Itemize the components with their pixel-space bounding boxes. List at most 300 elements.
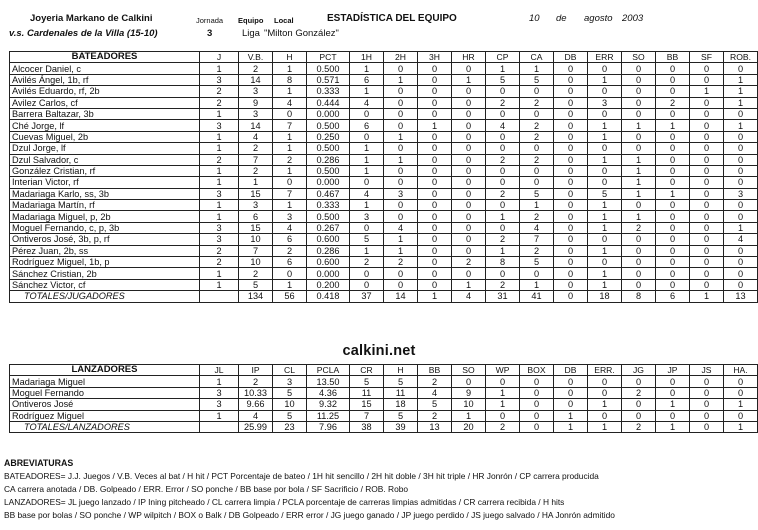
opponent: v.s. Cardenales de la Villa (15-10) [9,28,158,39]
total-cell: 41 [520,291,554,302]
stat-cell: 0 [554,188,588,199]
stat-cell: 0 [690,165,724,176]
stat-cell: 1 [588,154,622,165]
stat-cell: 1 [724,399,758,410]
stat-cell: 0.286 [307,245,350,256]
stat-cell: 0.000 [307,108,350,119]
stat-cell: 0 [622,131,656,142]
stat-cell: 0 [418,234,452,245]
stat-cell: 0 [384,177,418,188]
column-header: ERR. [588,365,622,376]
stat-cell: 2 [520,245,554,256]
stat-cell: 0 [690,120,724,131]
stat-cell: 15 [239,222,273,233]
table-row [10,154,758,165]
stat-cell: 0 [724,154,758,165]
column-header: JS [690,365,724,376]
stat-cell: 0 [724,143,758,154]
stat-cell: 0 [690,387,724,398]
stat-cell: 15 [239,188,273,199]
stat-cell: 3 [273,211,307,222]
stat-cell: 0 [588,143,622,154]
stat-cell: 4 [724,234,758,245]
stat-cell: 5 [486,74,520,85]
column-header: BB [656,52,690,63]
stat-cell: 0 [690,63,724,74]
stat-cell: 0 [622,257,656,268]
stat-cell: 0 [452,177,486,188]
stat-cell: 0.500 [307,165,350,176]
stat-cell: 18 [384,399,418,410]
stat-cell: 0 [418,63,452,74]
stat-cell: 0 [622,63,656,74]
stat-cell: 9 [452,387,486,398]
stat-cell: 1 [350,143,384,154]
stat-cell: 0 [690,131,724,142]
total-cell: 1 [656,421,690,432]
stat-cell: 0.200 [307,279,350,290]
table-row [10,200,758,211]
stat-cell: 0 [622,245,656,256]
stat-cell: 0 [554,387,588,398]
stat-cell: 0 [656,108,690,119]
player-name: Sánchez Cristian, 2b [10,268,200,279]
stat-cell: 0 [588,234,622,245]
stat-cell: 0.500 [307,120,350,131]
stat-cell: 3 [384,188,418,199]
stat-cell: 0 [384,143,418,154]
stat-cell: 1 [486,63,520,74]
stat-cell: 1 [200,410,239,421]
totals-label: TOTALES/LANZADORES [10,421,200,432]
stat-cell: 5 [239,279,273,290]
total-cell: 8 [622,291,656,302]
stat-cell: 3 [239,200,273,211]
stat-cell: 1 [452,74,486,85]
stat-cell: 11 [350,387,384,398]
total-cell: 134 [239,291,273,302]
total-cell: 14 [384,291,418,302]
stat-cell: 1 [200,279,239,290]
stat-cell: 9.32 [307,399,350,410]
stat-cell: 9.66 [239,399,273,410]
stat-cell: 0 [690,222,724,233]
date-month: agosto [584,13,613,24]
stat-cell: 0 [724,165,758,176]
stat-cell: 0 [690,74,724,85]
column-header: BOX [520,365,554,376]
stat-cell: 2 [384,257,418,268]
stat-cell: 1 [622,188,656,199]
stat-cell: 0.333 [307,86,350,97]
stat-cell: 0 [452,245,486,256]
stat-cell: 0 [554,120,588,131]
date-year: 2003 [622,13,644,24]
stat-cell: 4 [384,222,418,233]
stat-cell: 1 [273,63,307,74]
column-header: 3H [418,52,452,63]
abbreviation-line: BB base por bolas / SO ponche / WP wilpitch / BOX o Balk / DB Golpeado / ERR error / JG juego ganado / JP juego perdido / JS juego salvado / HA Jonrón admitido [4,510,615,520]
stat-cell: 0 [588,376,622,387]
stat-cell: 2 [200,97,239,108]
stat-cell: 0 [520,165,554,176]
total-cell: 25.99 [239,421,273,432]
stat-cell: 4 [418,387,452,398]
stat-cell: 1 [724,74,758,85]
stat-cell: 2 [350,257,384,268]
abbreviation-line: LANZADORES= JL juego lanzado / IP Ining pitcheado / CL carrera limpia / PCLA porcentaje de carreras limpias admitidas / CR carrera recibida / H hits [4,497,565,507]
stat-cell: 1 [200,108,239,119]
stat-cell: 0 [452,86,486,97]
stat-cell: 0 [622,74,656,85]
stat-cell: 2 [520,120,554,131]
stat-cell: 0.000 [307,268,350,279]
stat-cell: 0 [418,165,452,176]
stat-cell: 1 [486,211,520,222]
stat-cell: 0 [418,108,452,119]
stat-cell: 2 [239,143,273,154]
stat-cell: 2 [486,234,520,245]
stat-cell: 3 [239,108,273,119]
player-name: Ontiveros José [10,399,200,410]
stat-cell: 1 [588,245,622,256]
column-header: 1H [350,52,384,63]
stat-cell: 2 [520,131,554,142]
stat-cell: 6 [273,257,307,268]
stat-cell: 1 [418,120,452,131]
stat-cell: 3 [239,86,273,97]
stat-cell: 2 [200,86,239,97]
stat-cell: 0 [452,200,486,211]
stat-cell: 7 [350,410,384,421]
totals-row [10,291,758,302]
stat-cell: 0 [656,234,690,245]
stat-cell: 2 [622,387,656,398]
stat-cell: 0 [452,131,486,142]
table-row [10,143,758,154]
stat-cell: 0 [520,268,554,279]
stat-cell: 1 [273,131,307,142]
total-cell: 1 [690,291,724,302]
stat-cell: 0 [418,188,452,199]
stat-cell: 0 [690,410,724,421]
stat-cell: 0 [724,211,758,222]
column-header: J [200,52,239,63]
liga-label: Liga [242,28,260,39]
stat-cell: 0 [724,268,758,279]
stat-cell: 0 [656,74,690,85]
stat-cell: 1 [520,200,554,211]
stat-cell: 0 [486,222,520,233]
total-cell: 2 [622,421,656,432]
stat-cell: 9 [239,97,273,108]
stat-cell: 1 [554,410,588,421]
stat-cell: 0 [452,120,486,131]
stat-cell: 0 [588,165,622,176]
stat-cell: 1 [273,143,307,154]
stat-cell: 1 [656,188,690,199]
stat-cell: 11 [384,387,418,398]
stat-cell: 1 [486,387,520,398]
stat-cell: 1 [273,200,307,211]
total-cell: 20 [452,421,486,432]
date-de: de [556,13,567,24]
stat-cell: 0 [486,268,520,279]
stat-cell: 2 [656,97,690,108]
stat-cell: 1 [520,279,554,290]
stat-cell: 0 [656,165,690,176]
total-cell: 0 [554,291,588,302]
stat-cell: 2 [418,410,452,421]
table-row [10,165,758,176]
total-cell: 18 [588,291,622,302]
stat-cell: 0 [452,222,486,233]
stat-cell: 0 [486,108,520,119]
stat-cell: 0 [656,200,690,211]
column-header: DB [554,365,588,376]
column-header: HR [452,52,486,63]
total-cell: 37 [350,291,384,302]
stat-cell: 1 [656,120,690,131]
stat-cell: 1 [350,165,384,176]
stat-cell: 0 [656,211,690,222]
stat-cell: 0 [384,86,418,97]
stat-cell: 0 [273,268,307,279]
stat-cell: 0 [690,177,724,188]
stat-cell: 0 [588,177,622,188]
stat-cell: 3 [200,234,239,245]
total-cell: 56 [273,291,307,302]
table-row [10,245,758,256]
total-cell: 2 [486,421,520,432]
stat-cell: 2 [622,222,656,233]
stat-cell: 0 [452,211,486,222]
stat-cell: 0.500 [307,63,350,74]
table-row [10,188,758,199]
table-row [10,108,758,119]
stat-cell: 0 [622,268,656,279]
stat-cell: 0 [554,131,588,142]
stat-cell: 0 [656,63,690,74]
stat-cell: 1 [200,63,239,74]
total-cell: 39 [384,421,418,432]
stat-cell: 3 [273,376,307,387]
stat-cell: 1 [384,131,418,142]
stat-cell: 0 [656,143,690,154]
stat-cell: 0 [520,376,554,387]
stat-cell: 1 [350,63,384,74]
stat-cell: 0 [554,108,588,119]
stat-cell: 0 [690,154,724,165]
stat-cell: 0 [690,257,724,268]
column-header: V.B. [239,52,273,63]
stat-cell: 0 [520,387,554,398]
stat-cell: 0 [588,257,622,268]
column-header: PCLA [307,365,350,376]
stat-cell: 0.333 [307,200,350,211]
stat-cell: 2 [200,245,239,256]
stat-cell: 0 [418,268,452,279]
stat-cell: 2 [239,268,273,279]
column-header: PCT [307,52,350,63]
stat-cell: 4 [239,410,273,421]
column-header: H [384,365,418,376]
stat-cell: 0 [656,131,690,142]
stat-cell: 0 [554,211,588,222]
stat-cell: 0 [520,108,554,119]
column-header: CL [273,365,307,376]
stat-cell: 3 [200,399,239,410]
player-name: Avilez Carlos, cf [10,97,200,108]
stat-cell: 5 [520,188,554,199]
stat-cell: 1 [239,177,273,188]
player-name: Madariaga Miguel [10,376,200,387]
table-row [10,234,758,245]
player-name: Rodríguez Miguel [10,410,200,421]
total-cell: 6 [656,291,690,302]
stat-cell: 3 [724,188,758,199]
stat-cell: 2 [273,154,307,165]
stat-cell: 0.286 [307,154,350,165]
player-name: Moguel Fernando [10,387,200,398]
stat-cell: 0 [656,376,690,387]
stat-cell: 0 [690,143,724,154]
stat-cell: 4 [350,97,384,108]
column-header: SF [690,52,724,63]
player-name: González Cristian, rf [10,165,200,176]
stat-cell: 0 [350,222,384,233]
stat-cell: 0 [520,410,554,421]
stat-cell: 5 [273,410,307,421]
stat-cell: 0 [520,86,554,97]
stat-cell: 3 [588,97,622,108]
column-header: CR [350,365,384,376]
stat-cell: 0 [384,97,418,108]
stat-cell: 0 [554,97,588,108]
total-cell: 31 [486,291,520,302]
stat-cell: 1 [384,74,418,85]
stat-cell: 0 [384,279,418,290]
pitching-table [9,364,758,433]
stat-cell: 0 [520,177,554,188]
stat-cell: 0 [486,86,520,97]
stat-cell: 0.000 [307,177,350,188]
stat-cell: 1 [724,222,758,233]
total-cell: 38 [350,421,384,432]
stat-cell: 0 [724,108,758,119]
date-day: 10 [529,13,540,24]
player-name: Madariaga Karlo, ss, 3b [10,188,200,199]
column-header: ERR [588,52,622,63]
stat-cell: 1 [724,86,758,97]
stat-cell: 0 [452,234,486,245]
stat-cell: 2 [200,154,239,165]
stat-cell: 0 [724,131,758,142]
stat-cell: 0 [656,154,690,165]
stat-cell: 0 [690,279,724,290]
total-cell: 0 [520,421,554,432]
stat-cell: 0 [690,268,724,279]
stat-cell: 0 [418,131,452,142]
stat-cell: 4 [239,131,273,142]
pitching-header-row [10,365,758,376]
stat-cell: 0 [384,120,418,131]
abbreviation-line: BATEADORES= J.J. Juegos / V.B. Veces al bat / H hit / PCT Porcentaje de bateo / 1H hit sencillo / 2H hit doble / 3H hit triple / HR Jonrón / CP carrera producida [4,471,599,481]
stat-cell: 2 [486,279,520,290]
stat-cell: 14 [239,120,273,131]
stat-cell: 0 [554,399,588,410]
stat-cell: 0 [554,268,588,279]
stat-cell: 3 [200,120,239,131]
stat-cell: 0 [588,86,622,97]
stat-cell: 4 [273,97,307,108]
local-label: Local [274,16,294,25]
stat-cell: 3 [200,222,239,233]
total-cell: 1 [554,421,588,432]
player-name: Alcocer Daniel, c [10,63,200,74]
stat-cell: 7 [520,234,554,245]
column-header: JG [622,365,656,376]
stat-cell: 0 [724,376,758,387]
stat-cell: 0 [554,74,588,85]
stat-cell: 11.25 [307,410,350,421]
table-row [10,376,758,387]
stat-cell: 0 [554,165,588,176]
column-header: SO [452,365,486,376]
stat-cell: 1 [588,268,622,279]
stat-cell: 1 [350,154,384,165]
batting-header-row [10,52,758,63]
stat-cell: 2 [273,245,307,256]
stat-cell: 1 [588,200,622,211]
stat-cell: 15 [350,399,384,410]
stat-cell: 0 [690,245,724,256]
player-name: Dzul Jorge, lf [10,143,200,154]
stat-cell: 0 [656,257,690,268]
player-name: Madariaga Martín, rf [10,200,200,211]
column-header: 2H [384,52,418,63]
stat-cell: 0 [452,376,486,387]
stat-cell: 0 [452,143,486,154]
stat-cell: 4 [350,188,384,199]
stat-cell: 2 [239,63,273,74]
stat-cell: 0 [486,410,520,421]
stat-cell: 5 [350,234,384,245]
total-cell: 13 [724,291,758,302]
stat-cell: 10 [452,399,486,410]
table-row [10,257,758,268]
stat-cell: 0 [418,86,452,97]
stat-cell: 0 [724,257,758,268]
table-row [10,410,758,421]
stat-cell: 0 [622,200,656,211]
stat-cell: 0 [452,188,486,199]
column-header: LANZADORES [10,365,200,376]
total-cell: 1 [588,421,622,432]
stat-cell: 0 [418,257,452,268]
stat-cell: 0 [554,279,588,290]
stat-cell: 6 [350,74,384,85]
stat-cell: 7 [273,188,307,199]
stat-cell: 0 [350,268,384,279]
stat-cell: 5 [588,188,622,199]
table-row [10,268,758,279]
stat-cell: 1 [588,74,622,85]
stat-cell: 5 [520,257,554,268]
stat-cell: 1 [452,410,486,421]
stat-cell: 1 [273,279,307,290]
stat-cell: 0 [554,257,588,268]
